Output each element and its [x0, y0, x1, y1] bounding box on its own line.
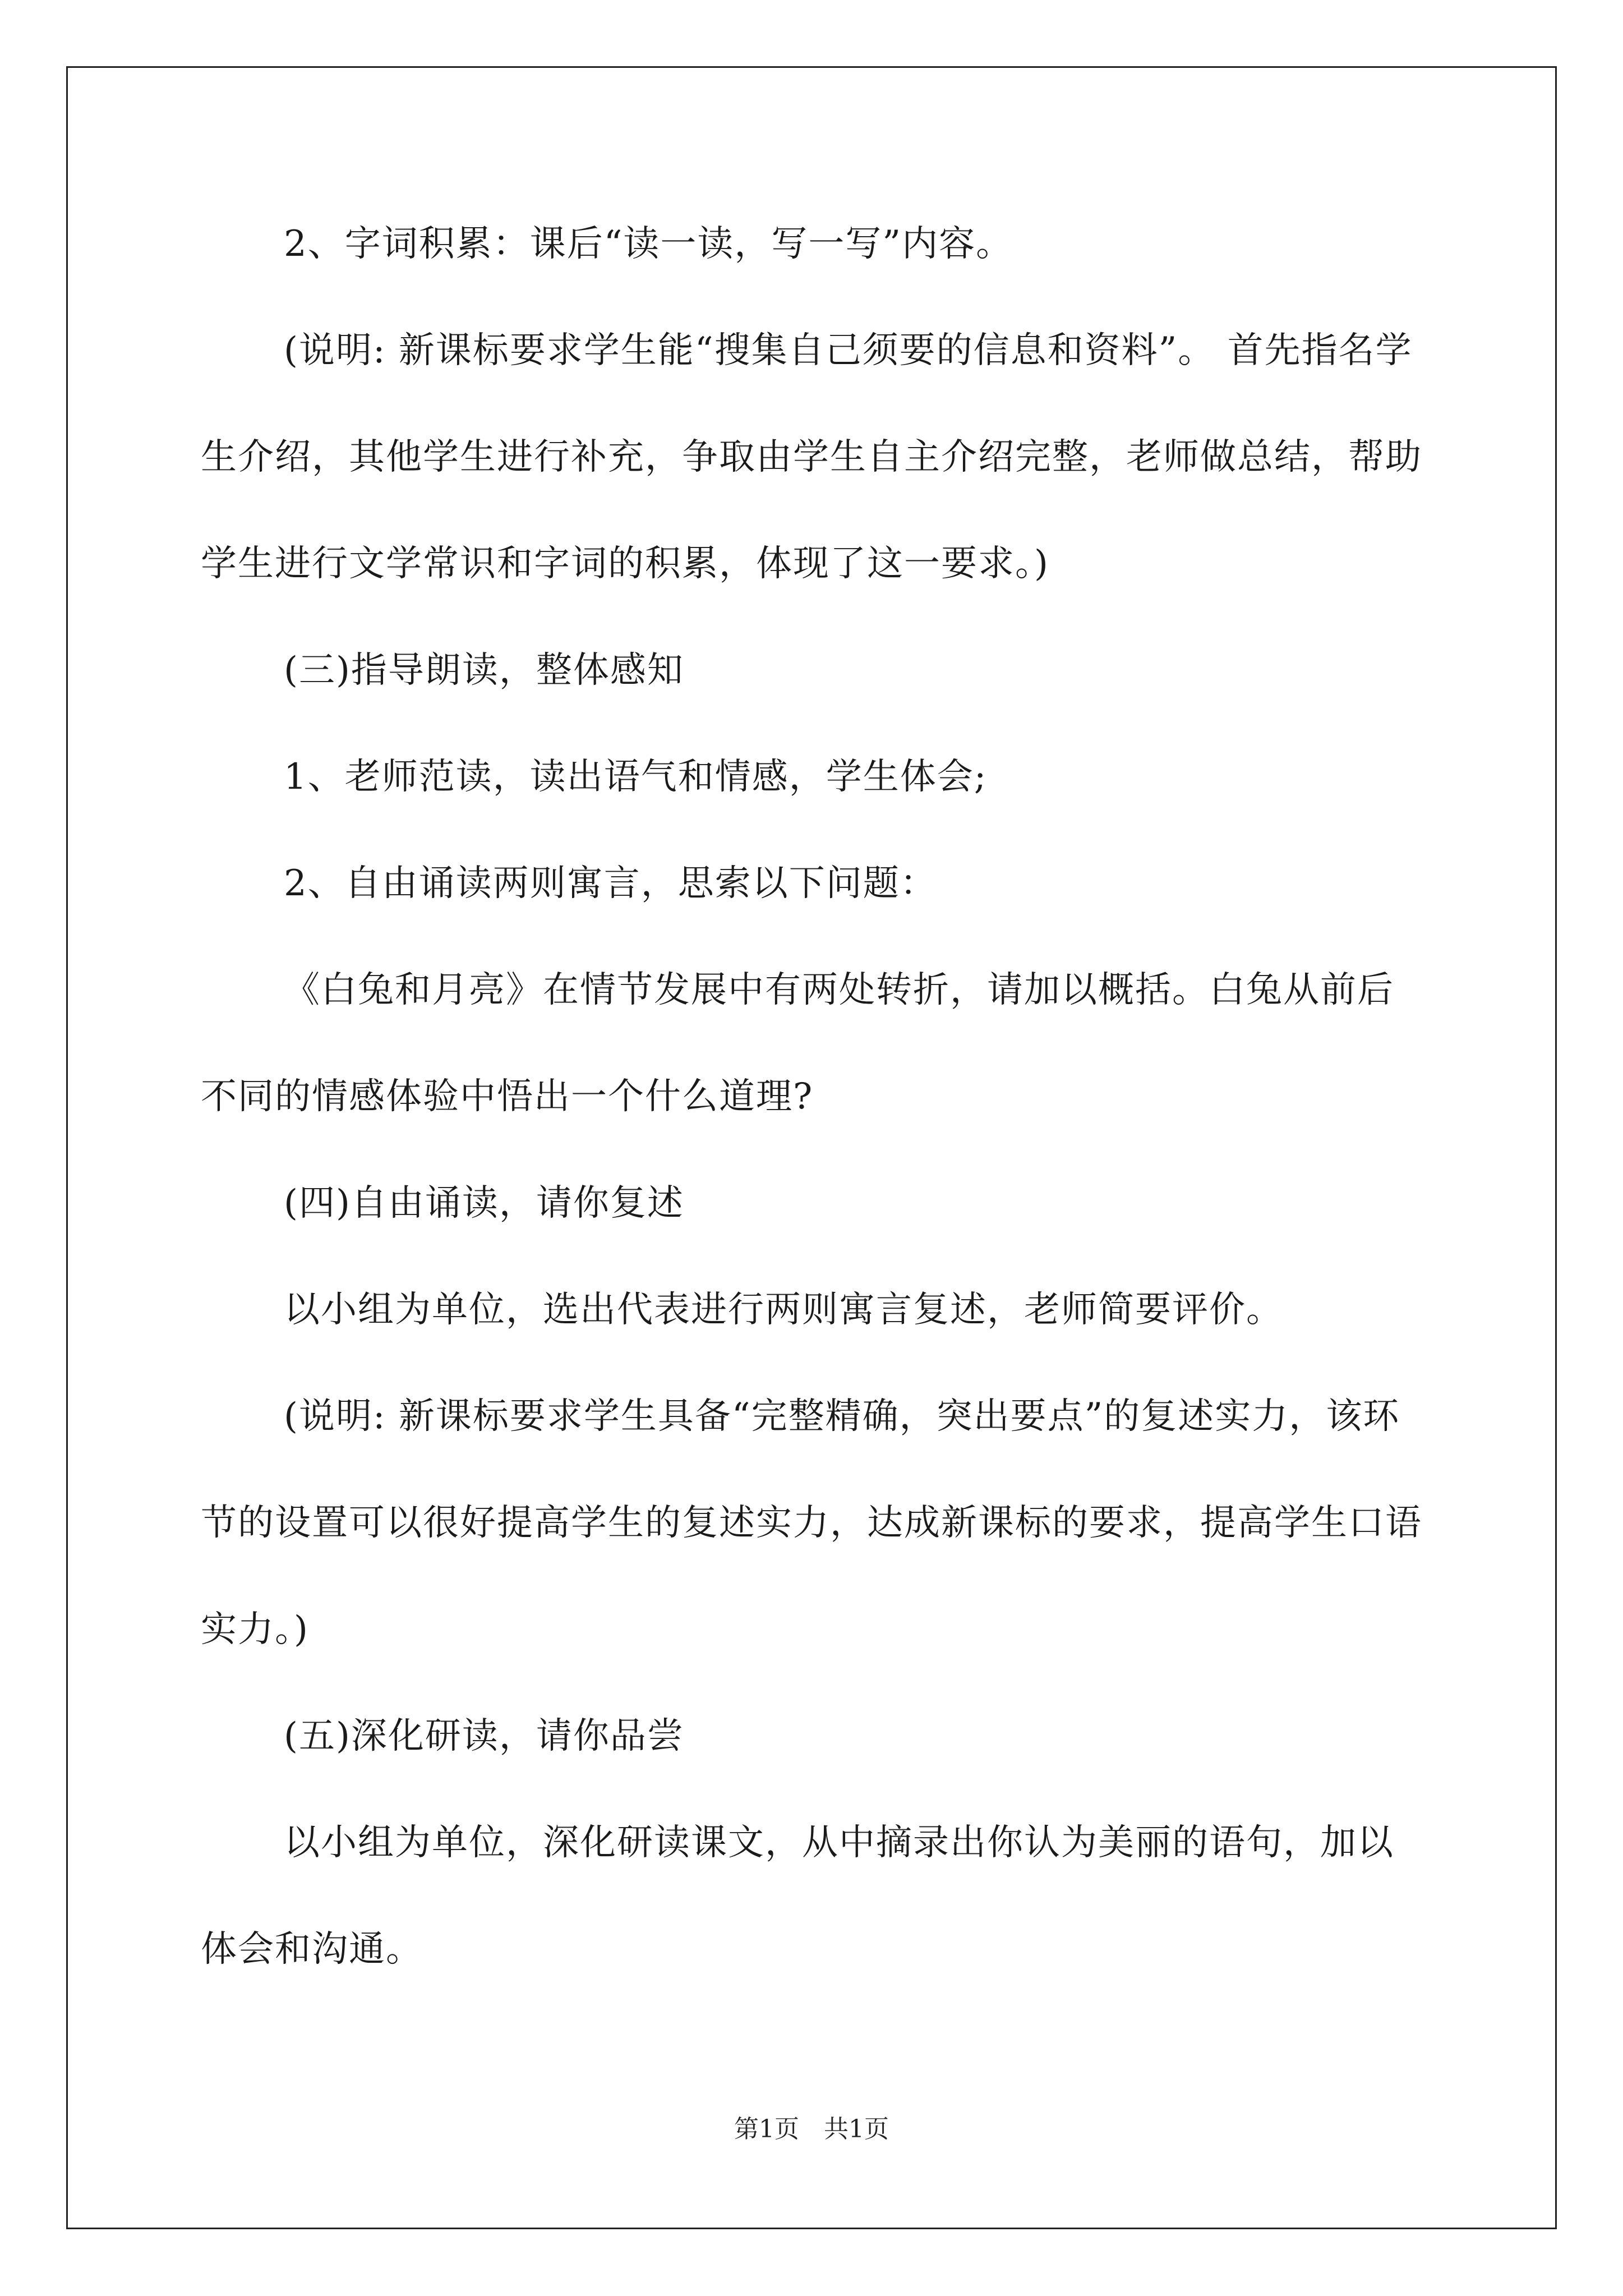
page-footer: 第1页 共1页: [734, 2115, 889, 2143]
paragraph-note-retell: (说明: 新课标要求学生具备“完整精确，突出要点”的复述实力，该环节的设置可以很好提高学生的复述实力，达成新课标的要求，提高学生口语实力。): [201, 1396, 1422, 1650]
heading-section-four: (四)自由诵读，请你复述: [284, 1182, 684, 1224]
paragraph-teacher-reading: 1、老师范读，读出语气和情感，学生体会;: [284, 756, 988, 798]
heading-section-three: (三)指导朗读，整体感知: [284, 650, 684, 691]
paragraph-group-study: 以小组为单位，深化研读课文，从中摘录出你认为美丽的语句，加以体会和沟通。: [201, 1822, 1394, 1970]
heading-section-five: (五)深化研读，请你品尝: [284, 1715, 684, 1757]
paragraph-free-reading: 2、自由诵读两则寓言，思索以下问题：: [284, 863, 937, 904]
paragraph-fable-question: 《白兔和月亮》在情节发展中有两处转折，请加以概括。白兔从前后不同的情感体验中悟出一个什么道理?: [201, 969, 1394, 1117]
paragraph-vocabulary: 2、字词积累：课后“读一读，写一写”内容。: [284, 223, 1013, 265]
paragraph-note-collection: (说明: 新课标要求学生能“搜集自己须要的信息和资料”。 首先指名学生介绍，其他学生进行补充，争取由学生自主介绍完整，老师做总结，帮助学生进行文学常识和字词的积累，体现了这一要求。): [201, 330, 1422, 585]
paragraph-group-retell: 以小组为单位，选出代表进行两则寓言复述，老师简要评价。: [284, 1289, 1283, 1331]
